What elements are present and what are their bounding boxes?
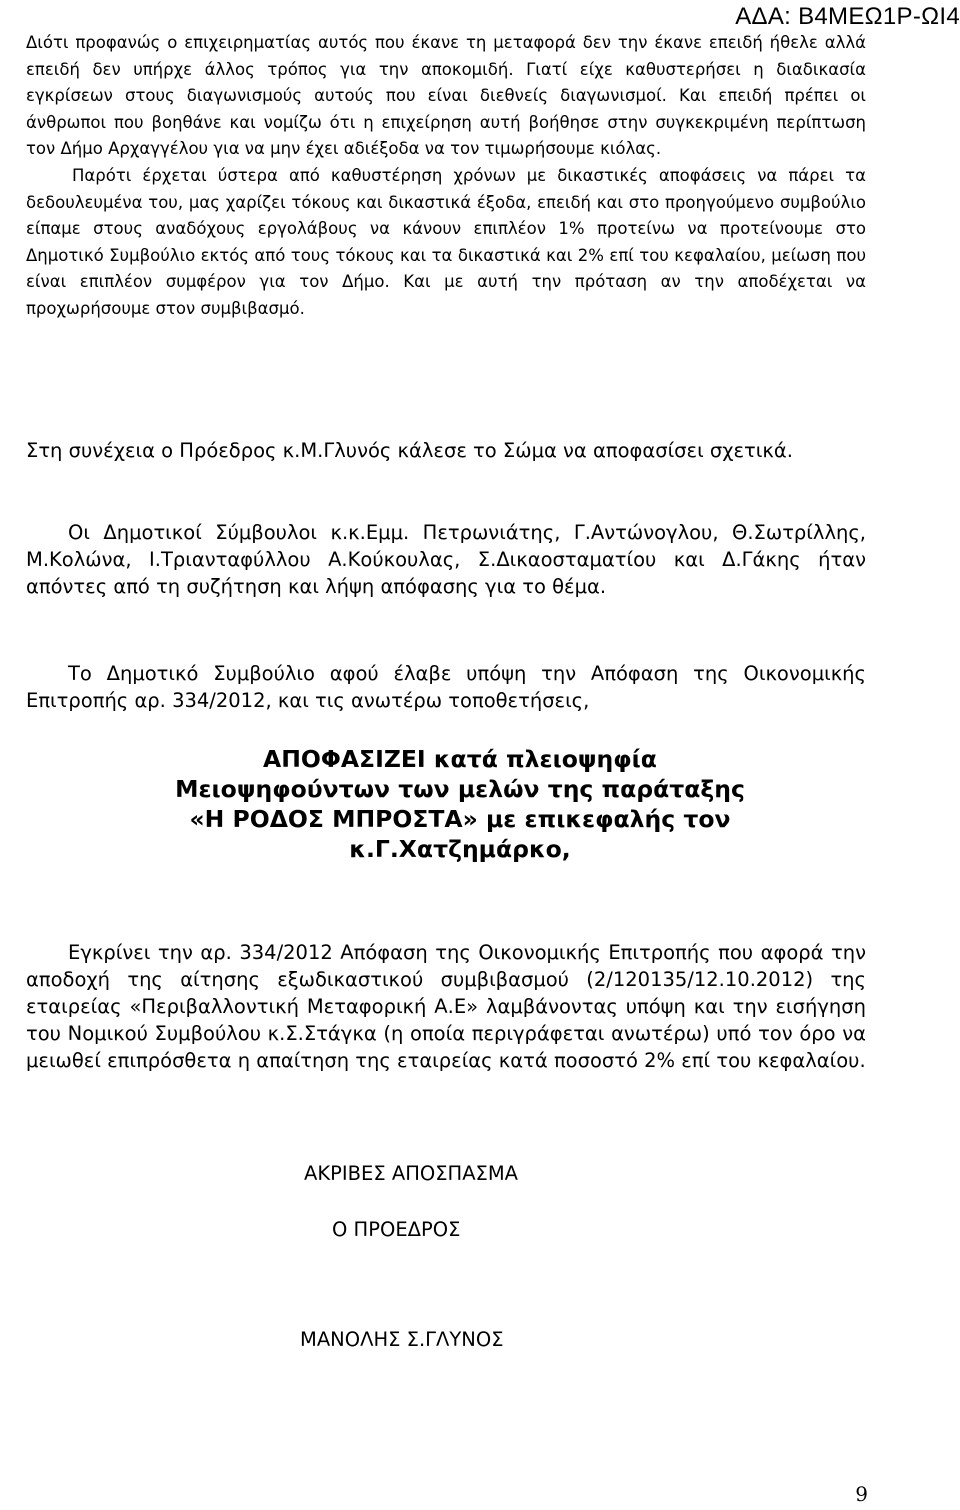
decision-line-2: Μειοψηφούντων των μελών της παράταξης (175, 775, 745, 803)
decision-line-3: «Η ΡΟΔΟΣ ΜΠΡΟΣΤΑ» με επικεφαλής τον (189, 805, 731, 833)
paragraph-4: Οι Δημοτικοί Σύμβουλοι κ.κ.Εμμ. Πετρωνιάτης, Γ.Αντώνογλου, Θ.Σωτρίλλης, Μ.Κολώνα, Ι.Τριανταφύλλου Α.Κούκουλας, Σ.Δικαοσταματίου και Δ.Γάκης ήταν απόντες από τη συζήτηση και λήψη απόφασης για το θέμα. (26, 521, 866, 598)
paragraph-2: Παρότι έρχεται ύστερα από καθυστέρηση χρόνων με δικαστικές αποφάσεις να πάρει τα δεδουλευμένα του, μας χαρίζει τόκους και δικαστικά έξοδα, επειδή και στο προηγούμενο συμβούλιο είπαμε στους αναδόχους εργολάβους να κάνουν επιπλέον 1% προτείνω να προτείνουμε στο Δημοτικό Συμβούλιο εκτός από τους τόκους και τα δικαστικά και 2% επί του κεφαλαίου, μείωση που είναι επιπλέον συμφέρον για τον Δήμο. Και με αυτή την πρόταση αν την αποδέχεται να προχωρήσουμε στον συμβιβασμό. (26, 165, 866, 318)
decision-heading (130, 744, 790, 864)
decision-line-1: ΑΠΟΦΑΣΙΖΕΙ κατά πλειοψηφία (263, 745, 657, 773)
exact-extract-label: ΑΚΡΙΒΕΣ ΑΠΟΣΠΑΣΜΑ (304, 1162, 519, 1185)
paragraph-6: Εγκρίνει την αρ. 334/2012 Απόφαση της Οικονομικής Επιτροπής που αφορά την αποδοχή της αίτησης εξωδικαστικού συμβιβασμού (2/120135/12.10.2012) της εταιρείας «Περιβαλλοντική Μεταφορική Α.Ε» λαμβάνοντας υπόψη και την εισήγηση του Νομικού Συμβούλου κ.Σ.Στάγκα (η οποία περιγράφεται ανωτέρω) υπό τον όρο να μειωθεί επιπρόσθετα η απαίτηση της εταιρείας κατά ποσοστό 2% επί του κεφαλαίου. (26, 941, 866, 1072)
decision-line-4: κ.Γ.Χατζημάρκο, (349, 835, 571, 863)
paragraph-1: Διότι προφανώς ο επιχειρηματίας αυτός που έκανε τη μεταφορά δεν την έκανε επειδή ήθελε αλλά επειδή δεν υπήρχε άλλος τρόπος για την αποκομιδή. Γιατί είχε καθυστερήσει η διαδικασία εγκρίσεων στους διαγωνισμούς αυτούς που είναι διεθνείς διαγωνισμοί. Και επειδή πρέπει οι άνθρωποι που βοηθάνε και νομίζω ότι η επιχείρηση αυτή βοήθησε στην συγκεκριμένη περίπτωση τον Δήμο Αρχαγγέλου για να μην έχει αδιέξοδα να τον τιμωρήσουμε κιόλας. (26, 33, 866, 159)
paragraph-3: Στη συνέχεια ο Πρόεδρος κ.Μ.Γλυνός κάλεσε το Σώμα να αποφασίσει σχετικά. (26, 439, 793, 462)
ada-code: ΑΔΑ: Β4ΜΕΩ1Ρ-ΩΙ4 (735, 3, 960, 30)
intro-block (26, 30, 866, 323)
president-title: Ο ΠΡΟΕΔΡΟΣ (332, 1218, 461, 1241)
page-number: 9 (855, 1482, 868, 1506)
paragraph-5: Το Δημοτικό Συμβούλιο αφού έλαβε υπόψη την Απόφαση της Οικονομικής Επιτροπής αρ. 334/2012, και τις ανωτέρω τοποθετήσεις, (26, 662, 866, 712)
signatory-name: ΜΑΝΟΛΗΣ Σ.ΓΛΥΝΟΣ (300, 1328, 504, 1351)
